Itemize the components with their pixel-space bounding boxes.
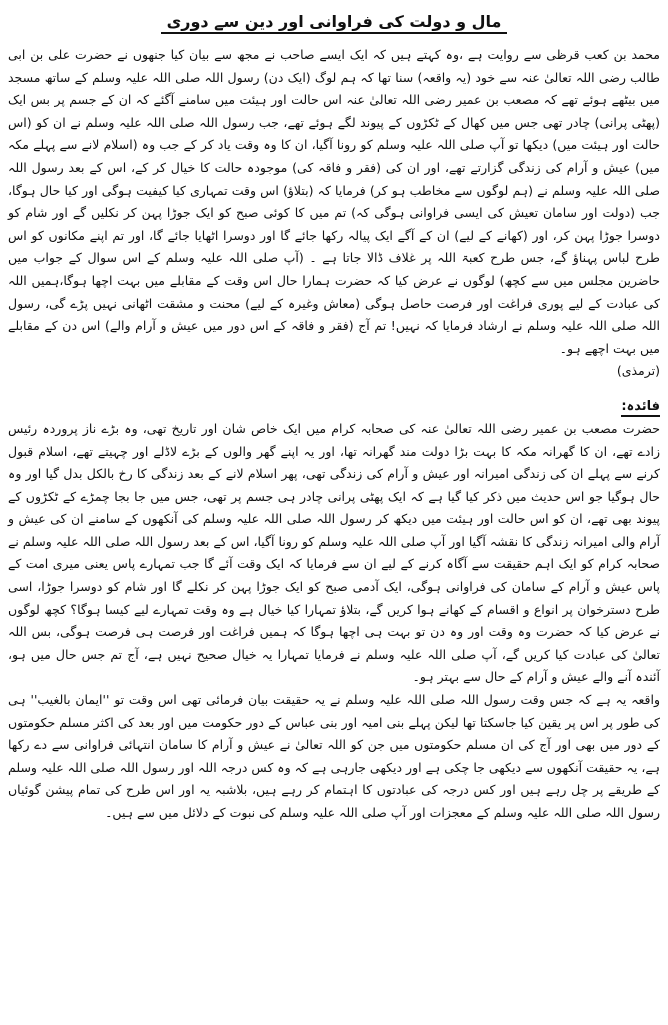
faida-paragraph-2: واقعہ یہ ہے کہ جس وقت رسول اللہ صلی اللہ علیہ وسلم نے یہ حقیقت بیان فرمائی تھی اس وقت تو ''ایمان بالغیب'' ہی کی طور پر اس پر یقین کیا جاسکتا تھا لیکن پہلے بنی امیہ اور بنی عباس کے دور حکومت میں اور بعد کی اکثر مسلم حکومتوں کے دور میں بھی اور آج کی ان مسلم حکومتوں میں جن کو اللہ تعالیٰ نے عیش و آرام کا سامان انتہائی فراوانی سے دے رکھا ہے، یہ حقیقت آنکھوں سے دیکھی جا چکی ہے اور دیکھی جارہی ہے کہ وہ کس درجہ اللہ اور رسول اللہ صلی اللہ علیہ وسلم کے طریقے پر چل رہے ہیں اور کس درجہ کی عبادتوں کا اہتمام کر رہے ہیں، بلاشبہ یہ اور اس طرح کی تمام پیشن گوئیاں رسول اللہ صلی اللہ علیہ وسلم کے معجزات اور آپ صلی اللہ علیہ وسلم کی نبوت کے دلائل میں سے ہیں۔ bbox=[8, 692, 660, 820]
faida-paragraph-1: حضرت مصعب بن عمیر رضی اللہ تعالیٰ عنہ کی صحابہ کرام میں ایک خاص شان اور تاریخ تھی، وہ بڑے ناز پروردہ رئیس زادے تھے، ان کا گھرانہ مکہ کا بہت بڑا دولت مند گھرانہ تھا، اور یہ اپنے گھر والوں کے بڑے لاڈلے اور چہیتے تھے، اسلام قبول کرنے سے پہلے ان کی زندگی امیرانہ اور عیش و آرام کی زندگی تھی، پھر اسلام لانے کے بعد زندگی کا رخ بالکل بدل گیا اور وہ حال ہوگیا جو اس حدیث میں ذکر کیا گیا ہے کہ ایک پھٹی پرانی چادر ہی جسم پر تھی، جس میں جا بجا چمڑے کے ٹکڑوں کے پیوند بھی تھے، ان کو اس حالت اور ہیئت میں دیکھ کر رسول اللہ صلی اللہ علیہ وسلم کی آنکھوں کے سامنے ان کی عیش و آرام والی امیرانہ زندگی کا نقشہ آگیا اور آپ صلی اللہ علیہ وسلم کو رونا آگیا، اس کے بعد رسول اللہ صلی اللہ علیہ وسلم نے صحابہ کرام کو ایک اہم حقیقت سے آگاہ کرنے کے لیے ان سے فرمایا کہ ایک وقت آئے گا جب تمہارے پاس یعنی میری امت کے پاس عیش و آرام کے سامان کی فراوانی ہوگی، ایک آدمی صبح کو ایک جوڑا پہن کر نکلے گا اور شام کو دوسرا جوڑا، اسی طرح دسترخوان پر انواع و اقسام کے کھانے ہوا کریں گے، بتلاؤ تمہارا کیا خیال ہے وہ وقت تمہارے لیے کیسا ہوگا؟ کچھ لوگوں نے عرض کیا کہ حضرت وہ وقت اور وہ دن تو بہت ہی اچھا ہوگا کہ ہمیں فراغت اور فرصت ہی فرصت ہوگی، بس اللہ تعالیٰ کی عبادت کیا کریں گے، آپ صلی اللہ علیہ وسلم نے فرمایا تمہارا یہ خیال صحیح نہیں ہے، آج تم جس حال میں ہو، آئندہ آنے والے عیش و آرام کے حال سے بہتر ہو۔ bbox=[8, 420, 660, 685]
faida-heading-label: فائدہ: bbox=[621, 399, 660, 417]
hadith-source: (ترمذی) bbox=[616, 363, 660, 379]
hadith-text: محمد بن کعب قرظی سے روایت ہے ،وہ کہتے ہیں کہ ایک ایسے صاحب نے مجھ سے بیان کیا جنھوں نے حضرت علی بن ابی طالب رضی اللہ تعالیٰ عنہ سے خود (یہ واقعہ) سنا تھا کہ ہم لوگ (ایک دن) رسول اللہ صلی اللہ علیہ وسلم کے ساتھ مسجد میں بیٹھے ہوئے تھے کہ مصعب بن عمیر رضی اللہ تعالیٰ عنہ اس حالت اور ہیئت میں سامنے آگئے کہ ان کے جسم پر بس ایک (پھٹی پرانی) چادر تھی جس میں کھال کے ٹکڑوں کے پیوند لگے ہوئے تھے، جب رسول اللہ صلی اللہ علیہ وسلم نے ان کو (اس حالت اور ہیئت میں) دیکھا تو آپ صلی اللہ علیہ وسلم کو رونا آگیا، ان کا وہ وقت یاد کر کے جب وہ (اسلام لانے سے پہلے مکہ میں) عیش و آرام کی زندگی گزارتے تھے، اور ان کی (فقر و فاقہ کی) موجودہ حالت کا خیال کر کے، اس کے بعد رسول اللہ صلی اللہ علیہ وسلم نے (ہم لوگوں سے مخاطب ہو کر) فرمایا کہ (بتلاؤ) اس وقت تمہاری کیا کیفیت ہوگی اور کیا حال ہوگا، جب (دولت اور سامان تعیش کی ایسی فراوانی ہوگی کہ) تم میں کا کوئی صبح کو ایک جوڑا پہن کر نکلیں گے اور شام کو دوسرا جوڑا پہن کر، اور (کھانے کے لیے) ان کے آگے ایک پیالہ رکھا جائے گا اور دوسرا اٹھایا جائے گا، اور تم اپنے مکانوں کو اس طرح لباس پہناؤ گے، جس طرح کعبۃ اللہ پر غلاف ڈالا جاتا ہے ۔ (آپ صلی اللہ علیہ وسلم کے اس سوال کے جواب میں حاضرین مجلس میں سے کچھ) لوگوں نے عرض کیا کہ حضرت ہمارا حال اس وقت کے مقابلے میں بہت اچھا ہوگا،ہمیں اللہ کی عبادت کے لیے پوری فراغت اور فرصت حاصل ہوگی (معاش وغیرہ کے لیے) محنت و مشقت اٹھانی نہیں پڑے گی، رسول اللہ صلی اللہ علیہ وسلم نے ارشاد فرمایا کہ نہیں! تم آج (فقر و فاقہ کے اس دور میں عیش و آرام والے) اس دن کے مقابلے میں بہت اچھے ہو۔ bbox=[8, 47, 660, 356]
title-container bbox=[8, 12, 660, 34]
page-title: مال و دولت کی فراوانی اور دین سے دوری bbox=[161, 12, 508, 34]
faida-heading bbox=[8, 399, 660, 414]
